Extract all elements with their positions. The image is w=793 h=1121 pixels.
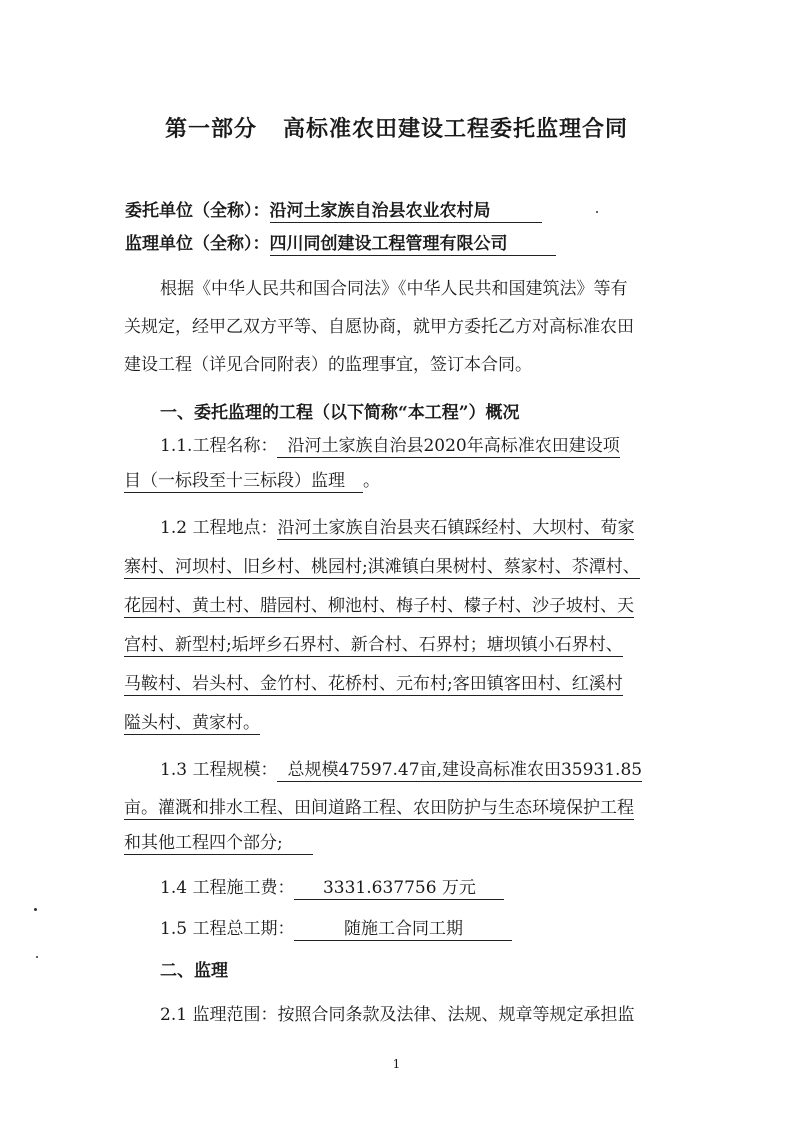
site-value-6: 隘头村、黄家村。 <box>124 713 260 733</box>
project-name-label: 1.1.工程名称： <box>160 436 278 456</box>
project-name-end: 。 <box>363 471 380 491</box>
cost-label: 1.4 工程施工费： <box>160 878 295 898</box>
scope-line: 2.1 监理范围：按照合同条款及法律、法规、规章等规定承担监 <box>160 1005 635 1025</box>
site-line-3 <box>124 591 634 616</box>
site-value-2: 寨村、河坝村、旧乡村、桃园村;淇滩镇白果树村、蔡家村、苶潭村、 <box>124 557 640 577</box>
scale-line-2 <box>124 793 634 818</box>
period-label: 1.5 工程总工期： <box>160 919 295 939</box>
site-value-3: 花园村、黄土村、腊园村、柳池村、梅子村、檬子村、沙子坡村、天 <box>124 596 634 616</box>
site-line-5 <box>124 669 623 694</box>
project-name-value-1: 沿河土家族自治县2020年高标准农田建设项 <box>277 436 619 458</box>
site-value-1: 沿河土家族自治县夹石镇踩经村、大坝村、荀家 <box>277 518 635 538</box>
scale-label: 1.3 工程规模： <box>160 760 278 780</box>
site-line-1 <box>160 513 634 538</box>
scan-speck <box>596 211 598 213</box>
period-value: 随施工合同工期 <box>294 914 512 941</box>
cost-line <box>160 873 504 900</box>
client-party <box>125 196 542 223</box>
scale-line-1 <box>160 755 642 780</box>
section1-heading: 一、委托监理的工程（以下简称“本工程”）概况 <box>160 403 520 423</box>
site-label: 1.2 工程地点： <box>160 518 278 538</box>
intro-line-3: 建设工程（详见合同附表）的监理事宜，签订本合同。 <box>124 355 532 375</box>
project-name-line-1 <box>160 431 620 456</box>
period-line <box>160 914 512 941</box>
page-title <box>0 112 793 143</box>
scale-value-3: 和其他工程四个部分; <box>124 833 313 855</box>
site-line-6 <box>124 708 260 733</box>
site-value-4: 宫村、新型村;垢坪乡石界村、新合村、石界村；塘坝镇小石界村、 <box>124 635 623 655</box>
client-label: 委托单位（全称）： <box>125 201 270 221</box>
scan-speck <box>34 908 37 911</box>
intro-line-1: 根据《中华人民共和国合同法》《中华人民共和国建筑法》等有 <box>160 279 628 299</box>
project-name-value-2: 目（一标段至十三标段）监理 <box>124 471 363 493</box>
title-name: 高标准农田建设工程委托监理合同 <box>283 116 629 142</box>
section2-heading: 二、监理 <box>160 961 228 981</box>
supervisor-label: 监理单位（全称）： <box>125 234 270 254</box>
scale-value-2: 亩。灌溉和排水工程、田间道路工程、农田防护与生态环境保护工程 <box>124 798 634 818</box>
page-number: 1 <box>392 1057 401 1071</box>
scale-value-1: 总规模47597.47亩,建设高标准农田35931.85 <box>277 760 642 782</box>
title-part: 第一部分 <box>164 116 257 142</box>
client-value: 沿河土家族自治县农业农村局 <box>270 196 542 223</box>
project-name-line-2 <box>124 466 380 491</box>
site-line-2 <box>124 552 640 577</box>
site-line-4 <box>124 630 623 655</box>
site-value-5: 马鞍村、岩头村、金竹村、花桥村、元布村;客田镇客田村、红溪村 <box>124 674 623 694</box>
cost-value: 3331.637756 万元 <box>294 873 504 900</box>
supervisor-party <box>125 229 556 256</box>
scan-speck <box>36 956 38 958</box>
scale-line-3 <box>124 828 313 853</box>
supervisor-value: 四川同创建设工程管理有限公司 <box>270 229 556 256</box>
intro-line-2: 关规定，经甲乙双方平等、自愿协商，就甲方委托乙方对高标准农田 <box>124 317 634 337</box>
